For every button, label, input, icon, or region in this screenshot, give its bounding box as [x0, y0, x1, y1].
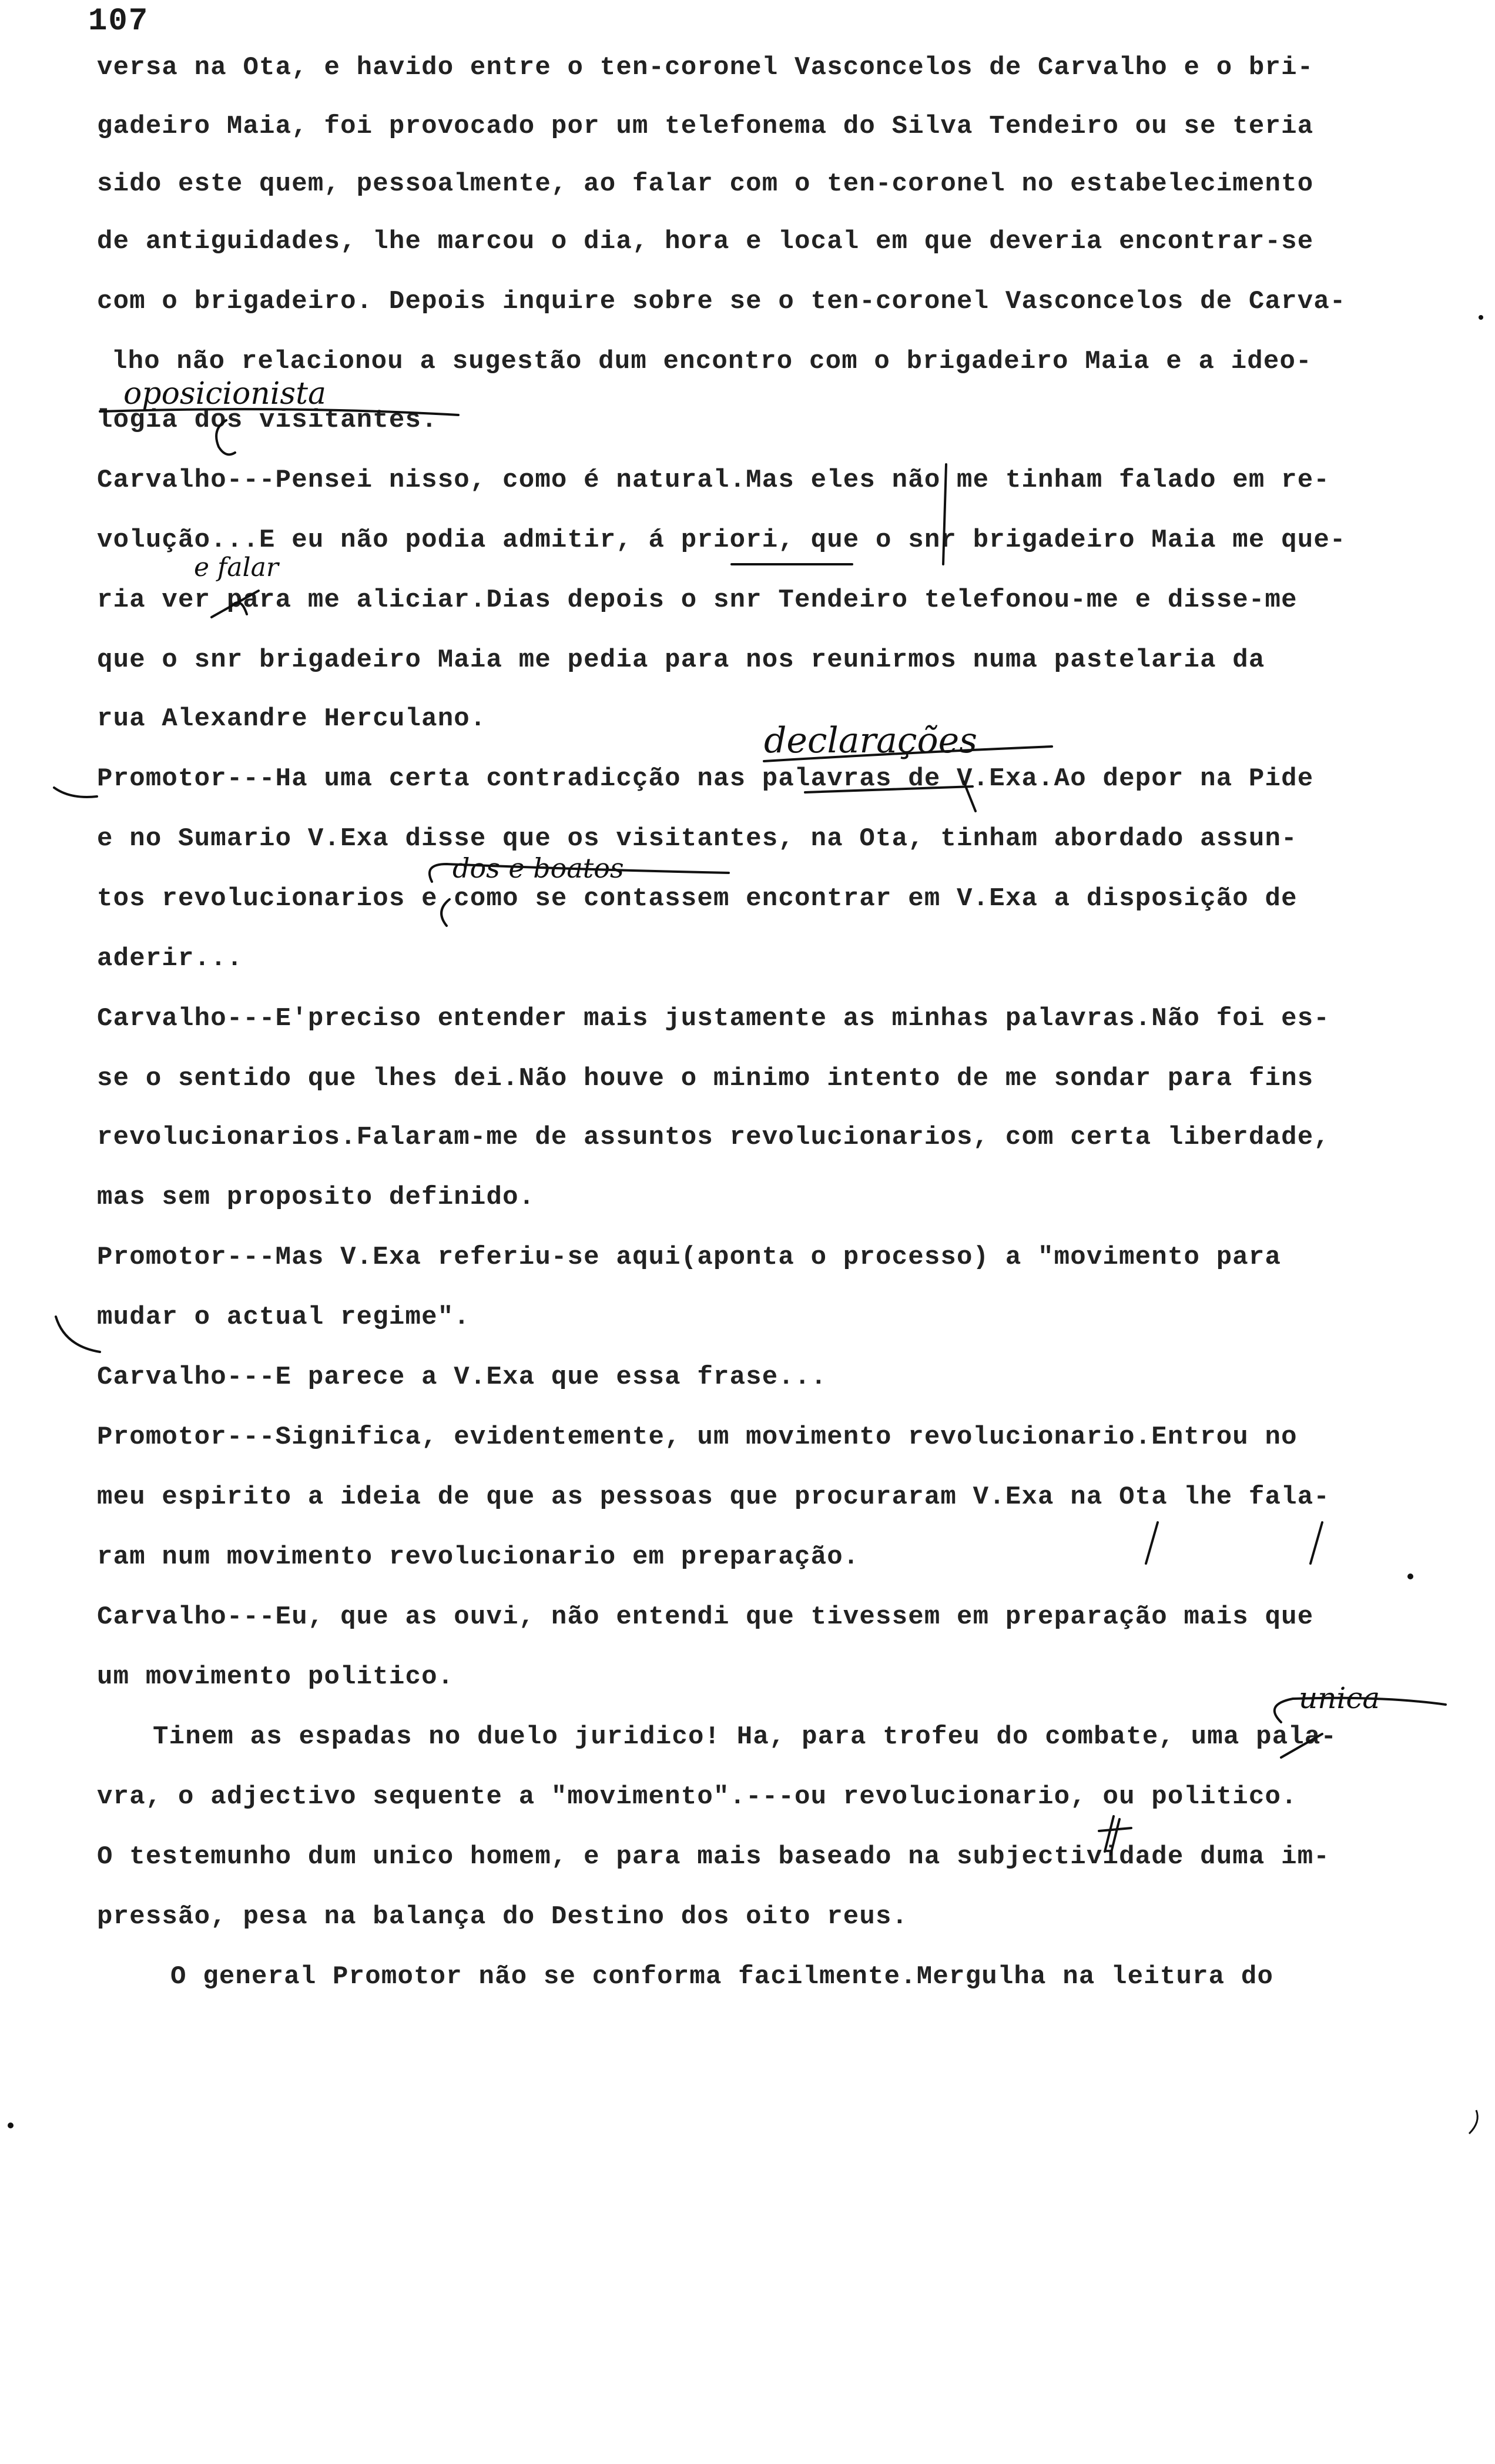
underline-stroke [100, 409, 458, 415]
handwritten-annotation: dos e boatos [452, 852, 624, 884]
text-line: Promotor---Mas V.Exa referiu-se aqui(aponta o processo) a "movimento para [97, 1243, 1282, 1272]
insertion-line [1310, 1522, 1322, 1564]
margin-mark [1469, 2110, 1477, 2134]
text-line: Tinem as espadas no duelo juridico! Ha, para trofeu do combate, uma pala- [153, 1722, 1338, 1752]
text-line: meu espirito a ideia de que as pessoas que procuraram V.Exa na Ota lhe fala- [97, 1482, 1330, 1512]
text-line: O testemunho dum unico homem, e para mais baseado na subjectividade duma im- [97, 1842, 1330, 1872]
text-line: um movimento politico. [97, 1662, 454, 1692]
insertion-caret [216, 420, 235, 454]
text-line: se o sentido que lhes dei.Não houve o minimo intento de me sondar para fins [97, 1064, 1314, 1093]
text-line: versa na Ota, e havido entre o ten-coronel Vasconcelos de Carvalho e o bri- [97, 53, 1314, 82]
text-line: mudar o actual regime". [97, 1303, 470, 1332]
text-line: lho não relacionou a sugestão dum encontro com o brigadeiro Maia e a ideo- [112, 347, 1312, 376]
text-line: Carvalho---Pensei nisso, como é natural.Mas eles não me tinham falado em re- [97, 466, 1330, 495]
insertion-line [943, 464, 946, 564]
ink-dot [1479, 315, 1483, 320]
text-line: Promotor---Significa, evidentemente, um movimento revolucionario.Entrou no [97, 1422, 1298, 1452]
text-line: de antiguidades, lhe marcou o dia, hora e local em que deveria encontrar-se [97, 227, 1314, 256]
text-line: gadeiro Maia, foi provocado por um telefonema do Silva Tendeiro ou se teria [97, 112, 1314, 141]
margin-mark [56, 1317, 100, 1352]
ink-dot [1407, 1574, 1413, 1579]
text-line: e no Sumario V.Exa disse que os visitantes, na Ota, tinham abordado assun- [97, 824, 1298, 853]
text-line: sido este quem, pessoalmente, ao falar com o ten-coronel no estabelecimento [97, 169, 1314, 199]
handwritten-annotation: oposicionista [123, 376, 326, 411]
text-line: volução...E eu não podia admitir, á priori, que o snr brigadeiro Maia me que- [97, 525, 1346, 555]
underline-stroke [1275, 1698, 1446, 1722]
text-line: Carvalho---Eu, que as ouvi, não entendi que tivessem em preparação mais que [97, 1602, 1314, 1632]
text-line: Promotor---Ha uma certa contradicção nas palavras de V.Exa.Ao depor na Pide [97, 764, 1314, 794]
text-line: pressão, pesa na balança do Destino dos oito reus. [97, 1902, 909, 1931]
strike-stroke [805, 786, 973, 792]
insertion-line [1146, 1522, 1158, 1564]
insertion-caret [441, 899, 450, 926]
insertion-line [1099, 1828, 1131, 1831]
text-line: ria ver para me aliciar.Dias depois o snr Tendeiro telefonou-me e disse-me [97, 585, 1298, 615]
text-line: com o brigadeiro. Depois inquire sobre se o ten-coronel Vasconcelos de Carva- [97, 287, 1346, 316]
text-line: O general Promotor não se conforma facilmente.Mergulha na leitura do [170, 1962, 1274, 1991]
margin-mark [54, 788, 97, 797]
strike-stroke [212, 591, 259, 617]
handwritten-annotation: declarações [764, 720, 977, 761]
page-number: 107 [88, 4, 149, 39]
text-line: revolucionarios.Falaram-me de assuntos revolucionarios, com certa liberdade, [97, 1123, 1330, 1152]
text-line: logia dos visitantes. [97, 406, 438, 435]
ink-dot [8, 2122, 14, 2128]
handwritten-annotation: e falar [194, 553, 279, 582]
text-line: Carvalho---E'preciso entender mais justamente as minhas palavras.Não foi es- [97, 1004, 1330, 1033]
text-line: que o snr brigadeiro Maia me pedia para nos reunirmos numa pastelaria da [97, 645, 1265, 675]
text-line: aderir... [97, 944, 243, 973]
text-line: rua Alexandre Herculano. [97, 704, 487, 734]
handwritten-annotation: unica [1299, 1681, 1380, 1715]
text-line: Carvalho---E parece a V.Exa que essa frase... [97, 1362, 827, 1392]
text-line: tos revolucionarios e como se contassem encontrar em V.Exa a disposição de [97, 884, 1298, 913]
strike-stroke [1281, 1734, 1322, 1757]
underline-stroke [430, 864, 729, 882]
text-line: mas sem proposito definido. [97, 1183, 535, 1212]
underline-stroke [764, 746, 1052, 761]
text-line: vra, o adjectivo sequente a "movimento".---ou revolucionario, ou politico. [97, 1782, 1298, 1812]
text-line: ram num movimento revolucionario em preparação. [97, 1542, 860, 1572]
